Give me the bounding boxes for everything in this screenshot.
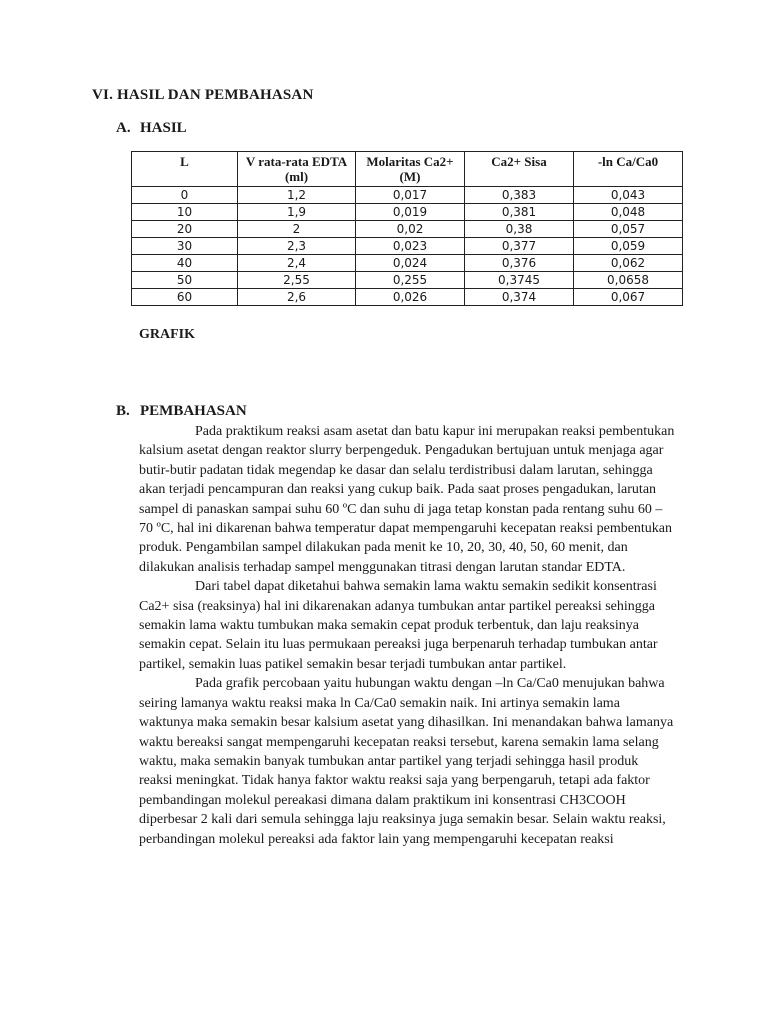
table-cell: 2,4 xyxy=(238,255,356,272)
table-cell: 0,0658 xyxy=(574,272,683,289)
table-cell: 0,059 xyxy=(574,238,683,255)
table-header-cell: V rata-rata EDTA (ml) xyxy=(238,152,356,187)
table-cell: 2,3 xyxy=(238,238,356,255)
subsection-hasil xyxy=(116,120,187,137)
subsection-pembahasan xyxy=(116,403,247,420)
table-cell: 2,55 xyxy=(238,272,356,289)
table-cell: 40 xyxy=(132,255,238,272)
paragraph: Pada grafik percobaan yaitu hubungan waktu dengan –ln Ca/Ca0 menujukan bahwa seiring lamanya waktu reaksi maka ln Ca/Ca0 semakin naik. Ini artinya semakin lama waktunya maka semakin besar kalsium asetat yang dihasilkan. Ini menandakan bahwa lamanya waktu bereaksi sangat mempengaruhi kecepatan reaksi tersebut, karena semakin lama selang waktu, maka semakin banyak tumbukan antar partikel yang terjadi sehingga hasil produk reaksi meningkat. Tidak hanya faktor waktu reaksi saja yang berpengaruh, tetapi ada faktor pembandingan molekul pereakasi dimana dalam praktikum ini konsentrasi CH3COOH diperbesar 2 kali dari semula sehingga laju reaksinya juga semakin besar. Selain waktu reaksi, perbandingan molekul pereaksi ada faktor lain yang mempengaruhi kecepatan reaksi xyxy=(139,676,674,847)
table-cell: 0,381 xyxy=(465,204,574,221)
table-row xyxy=(132,204,683,221)
table-cell: 0,376 xyxy=(465,255,574,272)
table-cell: 0,043 xyxy=(574,187,683,204)
table-header-cell: -ln Ca/Ca0 xyxy=(574,152,683,187)
table-cell: 0,3745 xyxy=(465,272,574,289)
section-title: VI. HASIL DAN PEMBAHASAN xyxy=(92,87,314,103)
table-cell: 10 xyxy=(132,204,238,221)
table-cell: 30 xyxy=(132,238,238,255)
table-cell: 0,019 xyxy=(356,204,465,221)
table-cell: 60 xyxy=(132,289,238,306)
table-row xyxy=(132,221,683,238)
table-cell: 0,38 xyxy=(465,221,574,238)
table-cell: 2 xyxy=(238,221,356,238)
table-cell: 0,377 xyxy=(465,238,574,255)
table-cell: 0,062 xyxy=(574,255,683,272)
discussion-body xyxy=(139,422,675,849)
table-header-row xyxy=(132,152,683,187)
table-row xyxy=(132,187,683,204)
table-cell: 0,048 xyxy=(574,204,683,221)
table-cell: 0,024 xyxy=(356,255,465,272)
table-cell: 50 xyxy=(132,272,238,289)
table-cell: 0 xyxy=(132,187,238,204)
table-cell: 1,2 xyxy=(238,187,356,204)
table-cell: 0,255 xyxy=(356,272,465,289)
table-header-cell: L xyxy=(132,152,238,187)
table-cell: 2,6 xyxy=(238,289,356,306)
table-row xyxy=(132,238,683,255)
table-cell: 0,383 xyxy=(465,187,574,204)
table-cell: 0,017 xyxy=(356,187,465,204)
paragraph: Pada praktikum reaksi asam asetat dan batu kapur ini merupakan reaksi pembentukan kalsium asetat dengan reaktor slurry berpengeduk. Pengadukan bertujuan untuk menjaga agar butir-butir padatan tidak megendap ke dasar dan selalu terdistribusi dalam larutan, sehingga akan terjadi pencampuran dan reaksi yang cukup baik. Pada saat proses pengadukan, larutan sampel di panaskan sampai suhu 60 ºC dan suhu di jaga tetap konstan pada rentang suhu 60 – 70 ºC, hal ini dikarenan bahwa temperatur dapat mempengaruhi kecepatan reaksi pembentukan produk. Pengambilan sampel dilakukan pada menit ke 10, 20, 30, 40, 50, 60 menit, dan dilakukan analisis terhadap sampel menggunakan titrasi dengan larutan standar EDTA. xyxy=(139,424,675,575)
subsection-pembahasan-number: B. xyxy=(116,403,130,419)
table-cell: 1,9 xyxy=(238,204,356,221)
table-row xyxy=(132,289,683,306)
results-table xyxy=(131,151,683,306)
table-cell: 0,026 xyxy=(356,289,465,306)
table-row xyxy=(132,272,683,289)
table-row xyxy=(132,255,683,272)
table-cell: 0,374 xyxy=(465,289,574,306)
table-cell: 0,02 xyxy=(356,221,465,238)
table-cell: 0,023 xyxy=(356,238,465,255)
subsection-hasil-number: A. xyxy=(116,120,131,136)
table-cell: 0,057 xyxy=(574,221,683,238)
table-header-cell: Molaritas Ca2+ (M) xyxy=(356,152,465,187)
subsection-pembahasan-label: PEMBAHASAN xyxy=(140,403,247,419)
table-header-cell: Ca2+ Sisa xyxy=(465,152,574,187)
paragraph: Dari tabel dapat diketahui bahwa semakin lama waktu semakin sedikit konsentrasi Ca2+ sisa (reaksinya) hal ini dikarenakan adanya tumbukan antar partikel pereaksi sehingga semakin lama waktu tumbukan maka semakin cepat produk terbentuk, dan laju reaksinya semakin cepat. Selain itu luas permukaan pereaksi juga berpenaruh terhadap tumbukan antar partikel, semakin luas patikel semakin besar terjadi tumbukan antar partikel. xyxy=(139,579,658,672)
table-cell: 0,067 xyxy=(574,289,683,306)
table-cell: 20 xyxy=(132,221,238,238)
subsection-hasil-label: HASIL xyxy=(140,120,187,136)
grafik-heading: GRAFIK xyxy=(139,327,195,342)
